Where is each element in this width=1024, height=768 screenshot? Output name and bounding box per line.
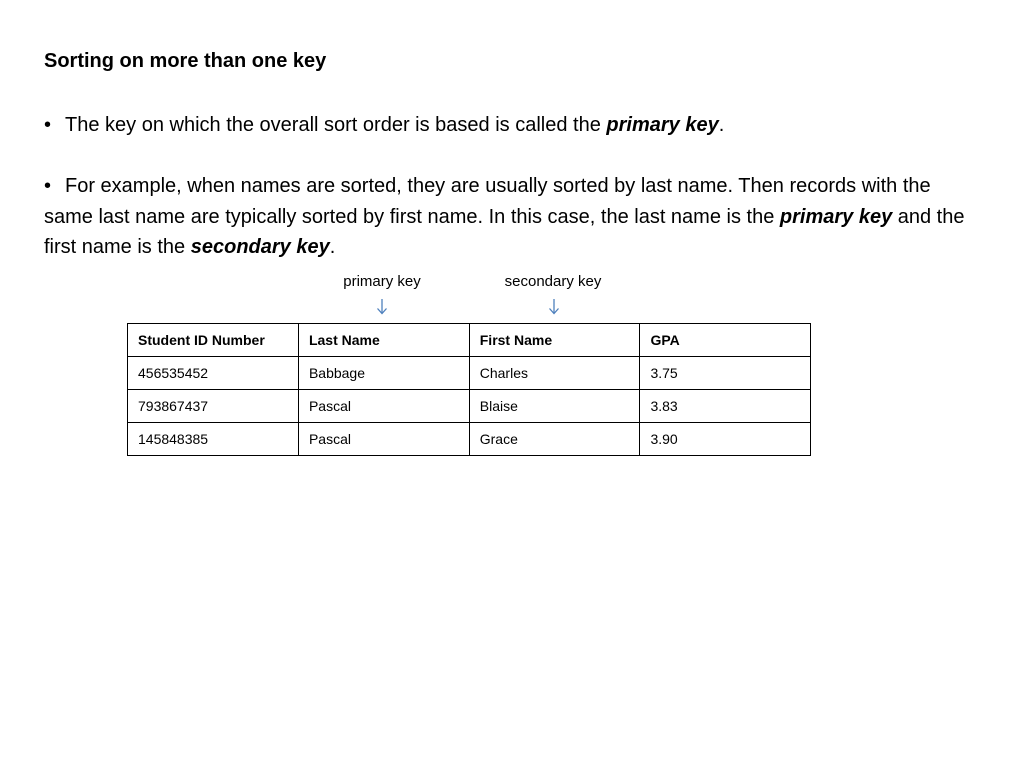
para1-emphasis: primary key	[606, 114, 719, 136]
table-cell: Pascal	[298, 390, 469, 423]
bullet-paragraph-primary-key	[44, 110, 984, 141]
para1-text: The key on which the overall sort order is based is called the	[65, 114, 601, 136]
primary-key-annotation: primary key	[343, 273, 421, 290]
table-cell: Grace	[469, 423, 640, 456]
para2-emphasis-secondary: secondary key	[190, 236, 330, 258]
para2-text: For example, when names are sorted, they are usually sorted by last name. Then records with the same last name are typically sorted by first name. In this case, the last name is the	[44, 175, 931, 228]
table-row	[128, 423, 811, 456]
table-cell: 3.75	[640, 357, 811, 390]
column-header: First Name	[469, 324, 640, 357]
para1-end: .	[718, 114, 725, 136]
slide-heading: Sorting on more than one key	[44, 50, 327, 72]
column-header: Student ID Number	[128, 324, 299, 357]
table-cell: Blaise	[469, 390, 640, 423]
para2-middle-text: and the first name is the	[44, 205, 965, 258]
table-row	[128, 357, 811, 390]
bullet-paragraph-example	[44, 171, 984, 263]
table-cell: 3.90	[640, 423, 811, 456]
bullet-icon: •	[44, 175, 52, 197]
table-cell: 456535452	[128, 357, 299, 390]
column-header: Last Name	[298, 324, 469, 357]
table-cell: Pascal	[298, 423, 469, 456]
column-header: GPA	[640, 324, 811, 357]
table-cell: 3.83	[640, 390, 811, 423]
table-cell: 145848385	[128, 423, 299, 456]
table-header-row	[128, 324, 811, 357]
para2-end: .	[329, 236, 336, 258]
table-cell: Babbage	[298, 357, 469, 390]
table-cell: 793867437	[128, 390, 299, 423]
arrow-down-icon	[376, 299, 388, 315]
arrow-down-icon	[548, 299, 560, 315]
para2-emphasis-primary: primary key	[779, 205, 893, 228]
secondary-key-annotation: secondary key	[504, 273, 602, 290]
table-row	[128, 390, 811, 423]
bullet-icon: •	[44, 114, 52, 136]
table-cell: Charles	[469, 357, 640, 390]
student-records-table	[127, 323, 811, 456]
